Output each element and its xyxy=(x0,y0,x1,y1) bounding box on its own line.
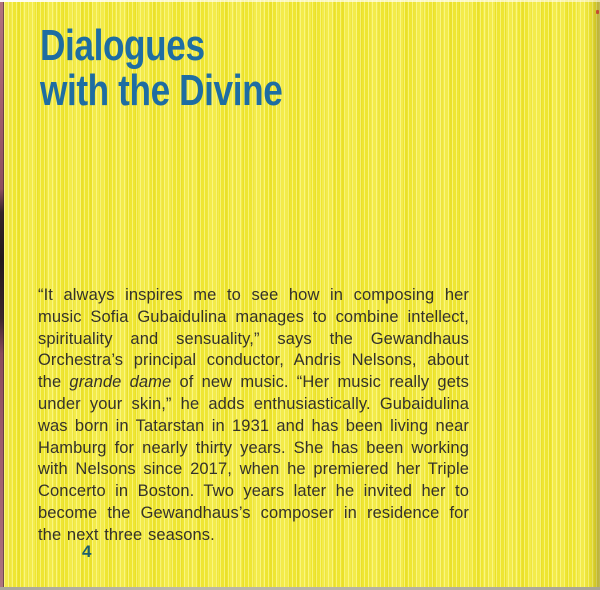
scan-right-edge-shadow xyxy=(586,0,600,590)
body-paragraph xyxy=(38,285,469,547)
scan-left-edge-artifact xyxy=(0,0,4,590)
scan-red-speck xyxy=(596,10,599,14)
page-title-line1: Dialogues xyxy=(40,21,205,70)
page-title xyxy=(40,21,283,115)
page-title-line2: with the Divine xyxy=(40,65,283,115)
scan-top-edge-artifact xyxy=(0,0,600,2)
body-paragraph-part2: of new music. “Her music really gets under your skin,” he adds enthusiastically. Gubaidulina was born in Tatarstan in 1931 and has been living near Hamburg for nearly thirty years. She has been working with Nelsons since 2017, when he premiered her Triple Concerto in Boston. Two years later he invited her to become the Gewandhaus’s composer in residence for the next three seasons. xyxy=(38,373,470,544)
page-number: 4 xyxy=(82,542,92,561)
body-paragraph-italic: grande dame xyxy=(69,373,172,392)
body-paragraph-part1: “It always inspires me to see how in composing her music Sofia Gubaidulina manages to combine intellect, spirituality and sensuality,” says the Gewandhaus Orchestra’s principal conductor, Andris Nelsons, about the xyxy=(38,286,469,392)
